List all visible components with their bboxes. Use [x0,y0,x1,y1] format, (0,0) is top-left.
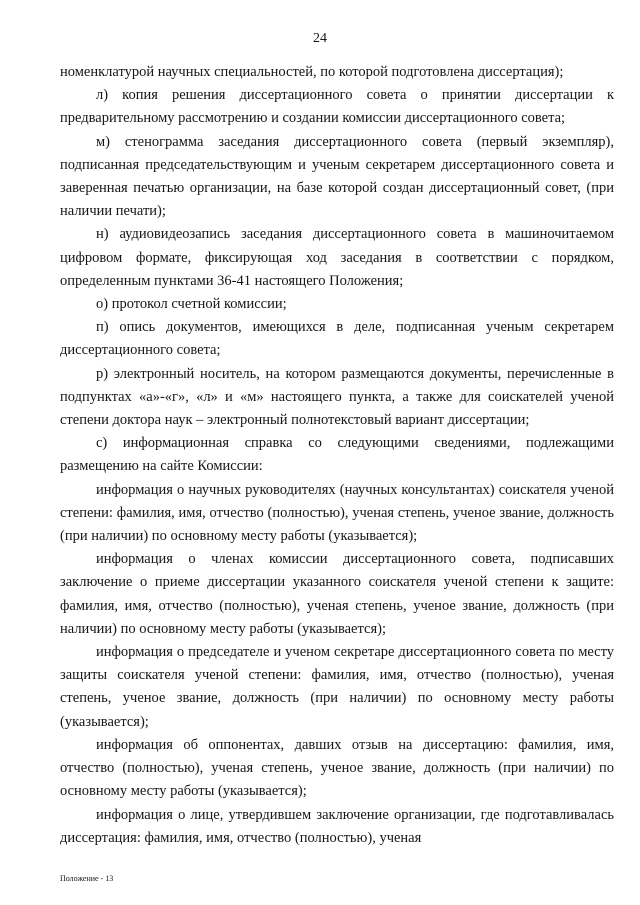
paragraph-info-opponents: информация об оппонентах, давших отзыв на диссертацию: фамилия, имя, отчество (полностью), ученая степень, ученое звание, должность (при наличии) по основному месту работы (указывается); [60,736,614,800]
page-number: 24 [313,31,327,46]
paragraph-info-approver: информация о лице, утвердившем заключение организации, где подготавливалась диссертация: фамилия, имя, отчество (полностью), ученая [60,806,614,846]
paragraph-info-chair-secretary: информация о председателе и ученом секретаре диссертационного совета по месту защиты соискателя ученой степени: фамилия, имя, отчество (полностью), ученая степень, ученое звание, должность (при наличии) по основному месту работы (указывается); [60,644,614,730]
paragraph-info-commission-members: информация о членах комиссии диссертационного совета, подписавших заключение о приеме диссертации указанного соискателя ученой степени к защите: фамилия, имя, отчество (полностью), ученая степень, ученое звание, должность (при наличии) по основному месту работы (указывается); [60,551,614,637]
paragraph-item-p: п) опись документов, имеющихся в деле, подписанная ученым секретарем диссертационного совета; [60,319,614,359]
document-body [60,61,614,850]
paragraph-item-r: р) электронный носитель, на котором размещаются документы, перечисленные в подпунктах «а»-«г», «л» и «м» настоящего пункта, а также для соискателей ученой степени доктора наук – электронный полнотекстовый вариант диссертации; [60,365,614,429]
paragraph-item-m: м) стенограмма заседания диссертационного совета (первый экземпляр), подписанная председательствующим и ученым секретарем диссертационного совета и заверенная печатью организации, на базе которой создан диссертационный совет, (при наличии печати); [60,133,614,220]
paragraph-item-o: о) протокол счетной комиссии; [96,296,287,313]
paragraph-info-supervisors: информация о научных руководителях (научных консультантах) соискателя ученой степени: фамилия, имя, отчество (полностью), ученая степень, ученое звание, должность (при наличии) по основному месту работы (указывается); [60,481,614,545]
page-footer: Положение - 13 [60,874,114,883]
paragraph-item-s: с) информационная справка со следующими сведениями, подлежащими размещению на сайте Комиссии: [60,435,614,475]
paragraph-item-n: н) аудиовидеозапись заседания диссертационного совета в машиночитаемом цифровом формате, фиксирующая ход заседания в соответствии с порядком, определенным пунктами 36-41 настоящего Положения; [60,226,614,289]
paragraph-continuation: номенклатурой научных специальностей, по которой подготовлена диссертация); [60,64,564,80]
paragraph-item-l: л) копия решения диссертационного совета о принятии диссертации к предварительному рассмотрению и создании комиссии диссертационного совета; [60,87,614,127]
